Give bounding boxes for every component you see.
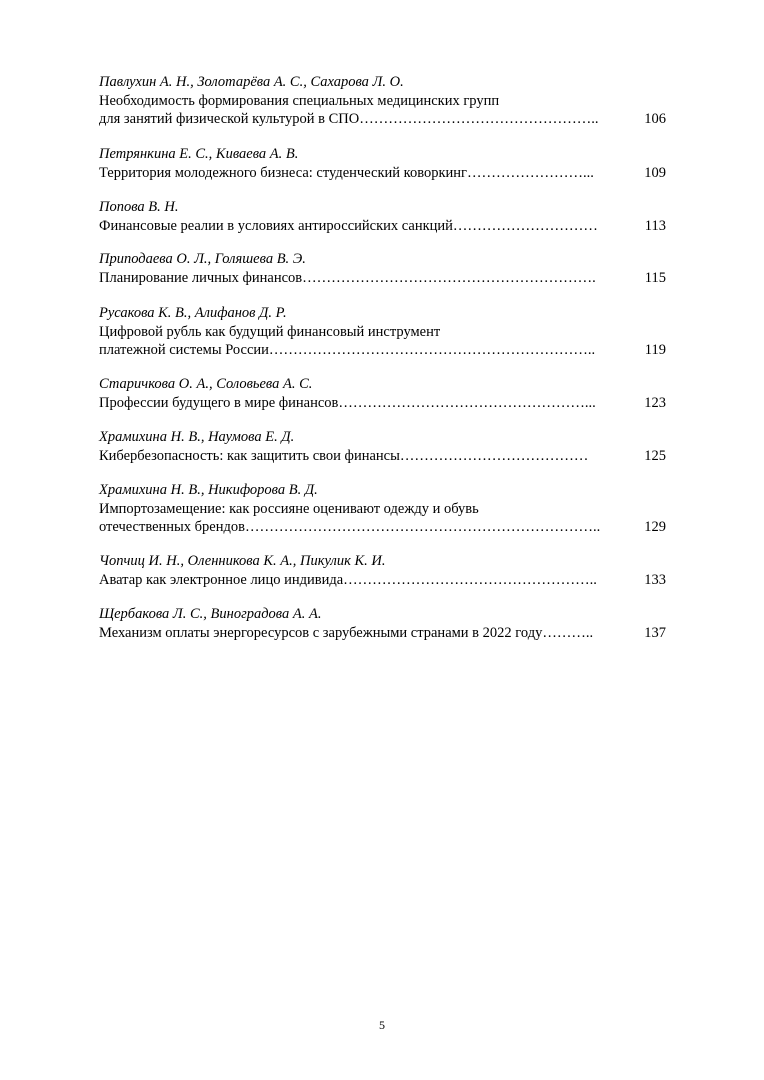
- entry-title-line: Цифровой рубль как будущий финансовый инструмент: [99, 324, 441, 340]
- toc-entry: [99, 481, 669, 536]
- entry-page-number: 113: [644, 218, 666, 234]
- entry-page-number: 129: [644, 519, 666, 535]
- footer-page-number: 5: [379, 1018, 385, 1032]
- entry-authors: Чопчиц И. Н., Оленникова К. А., Пикулик К. И.: [99, 553, 386, 569]
- entry-authors: Храмихина Н. В., Наумова Е. Д.: [99, 429, 295, 445]
- entry-page-number: 125: [644, 448, 666, 464]
- toc-entry: [99, 304, 669, 359]
- entry-page-number: 115: [644, 270, 666, 286]
- entry-page-number: 106: [644, 111, 666, 127]
- entry-page-number: 119: [644, 342, 666, 358]
- entry-title-line: Профессии будущего в мире финансов……………………………………………... 123: [99, 395, 666, 411]
- entry-title-line: для занятий физической культурой в СПО………………………………………….. 106: [99, 111, 666, 127]
- entry-authors: Попова В. Н.: [99, 199, 179, 215]
- entry-title-line: Импортозамещение: как россияне оценивают одежду и обувь: [99, 501, 479, 517]
- entry-authors: Щербакова Л. С., Виноградова А. А.: [99, 606, 322, 622]
- entry-authors: Русакова К. В., Алифанов Д. Р.: [99, 305, 287, 321]
- entry-authors: Павлухин А. Н., Золотарёва А. С., Сахарова Л. О.: [99, 74, 404, 90]
- toc-entry: [99, 605, 669, 642]
- entry-authors: Приподаева О. Л., Голяшева В. Э.: [99, 251, 306, 267]
- toc-entry: [99, 375, 669, 412]
- toc-entry: [99, 73, 669, 128]
- entry-title-line: Аватар как электронное лицо индивида…………………………………………….. 133: [99, 572, 666, 588]
- entry-authors: Храмихина Н. В., Никифорова В. Д.: [99, 482, 318, 498]
- entry-title-line: Территория молодежного бизнеса: студенческий коворкинг……………………... 109: [99, 165, 666, 181]
- entry-title-line: Кибербезопасность: как защитить свои финансы………………………………… 125: [99, 448, 666, 464]
- entry-title-line: Финансовые реалии в условиях антироссийских санкций………………………… 113: [99, 218, 666, 234]
- entry-authors: Петрянкина Е. С., Киваева А. В.: [99, 146, 299, 162]
- toc-entry: [99, 145, 669, 182]
- toc-entry: [99, 552, 669, 589]
- entry-page-number: 123: [644, 395, 666, 411]
- entry-title-line: Планирование личных финансов……………………………………………………. 115: [99, 270, 666, 286]
- toc-entry: [99, 198, 669, 235]
- entry-page-number: 133: [644, 572, 666, 588]
- entry-title-line: отечественных брендов……………………………………………………………….. 129: [99, 519, 666, 535]
- entry-page-number: 109: [644, 165, 666, 181]
- entry-authors: Старичкова О. А., Соловьева А. С.: [99, 376, 313, 392]
- entry-title-line: платежной системы России………………………………………………………….. 119: [99, 342, 666, 358]
- entry-page-number: 137: [644, 625, 666, 641]
- entry-title-line: Необходимость формирования специальных медицинских групп: [99, 93, 500, 109]
- toc-entry: [99, 250, 669, 287]
- entry-title-line: Механизм оплаты энергоресурсов с зарубежными странами в 2022 году……….. 137: [99, 625, 666, 641]
- toc-entry: [99, 428, 669, 465]
